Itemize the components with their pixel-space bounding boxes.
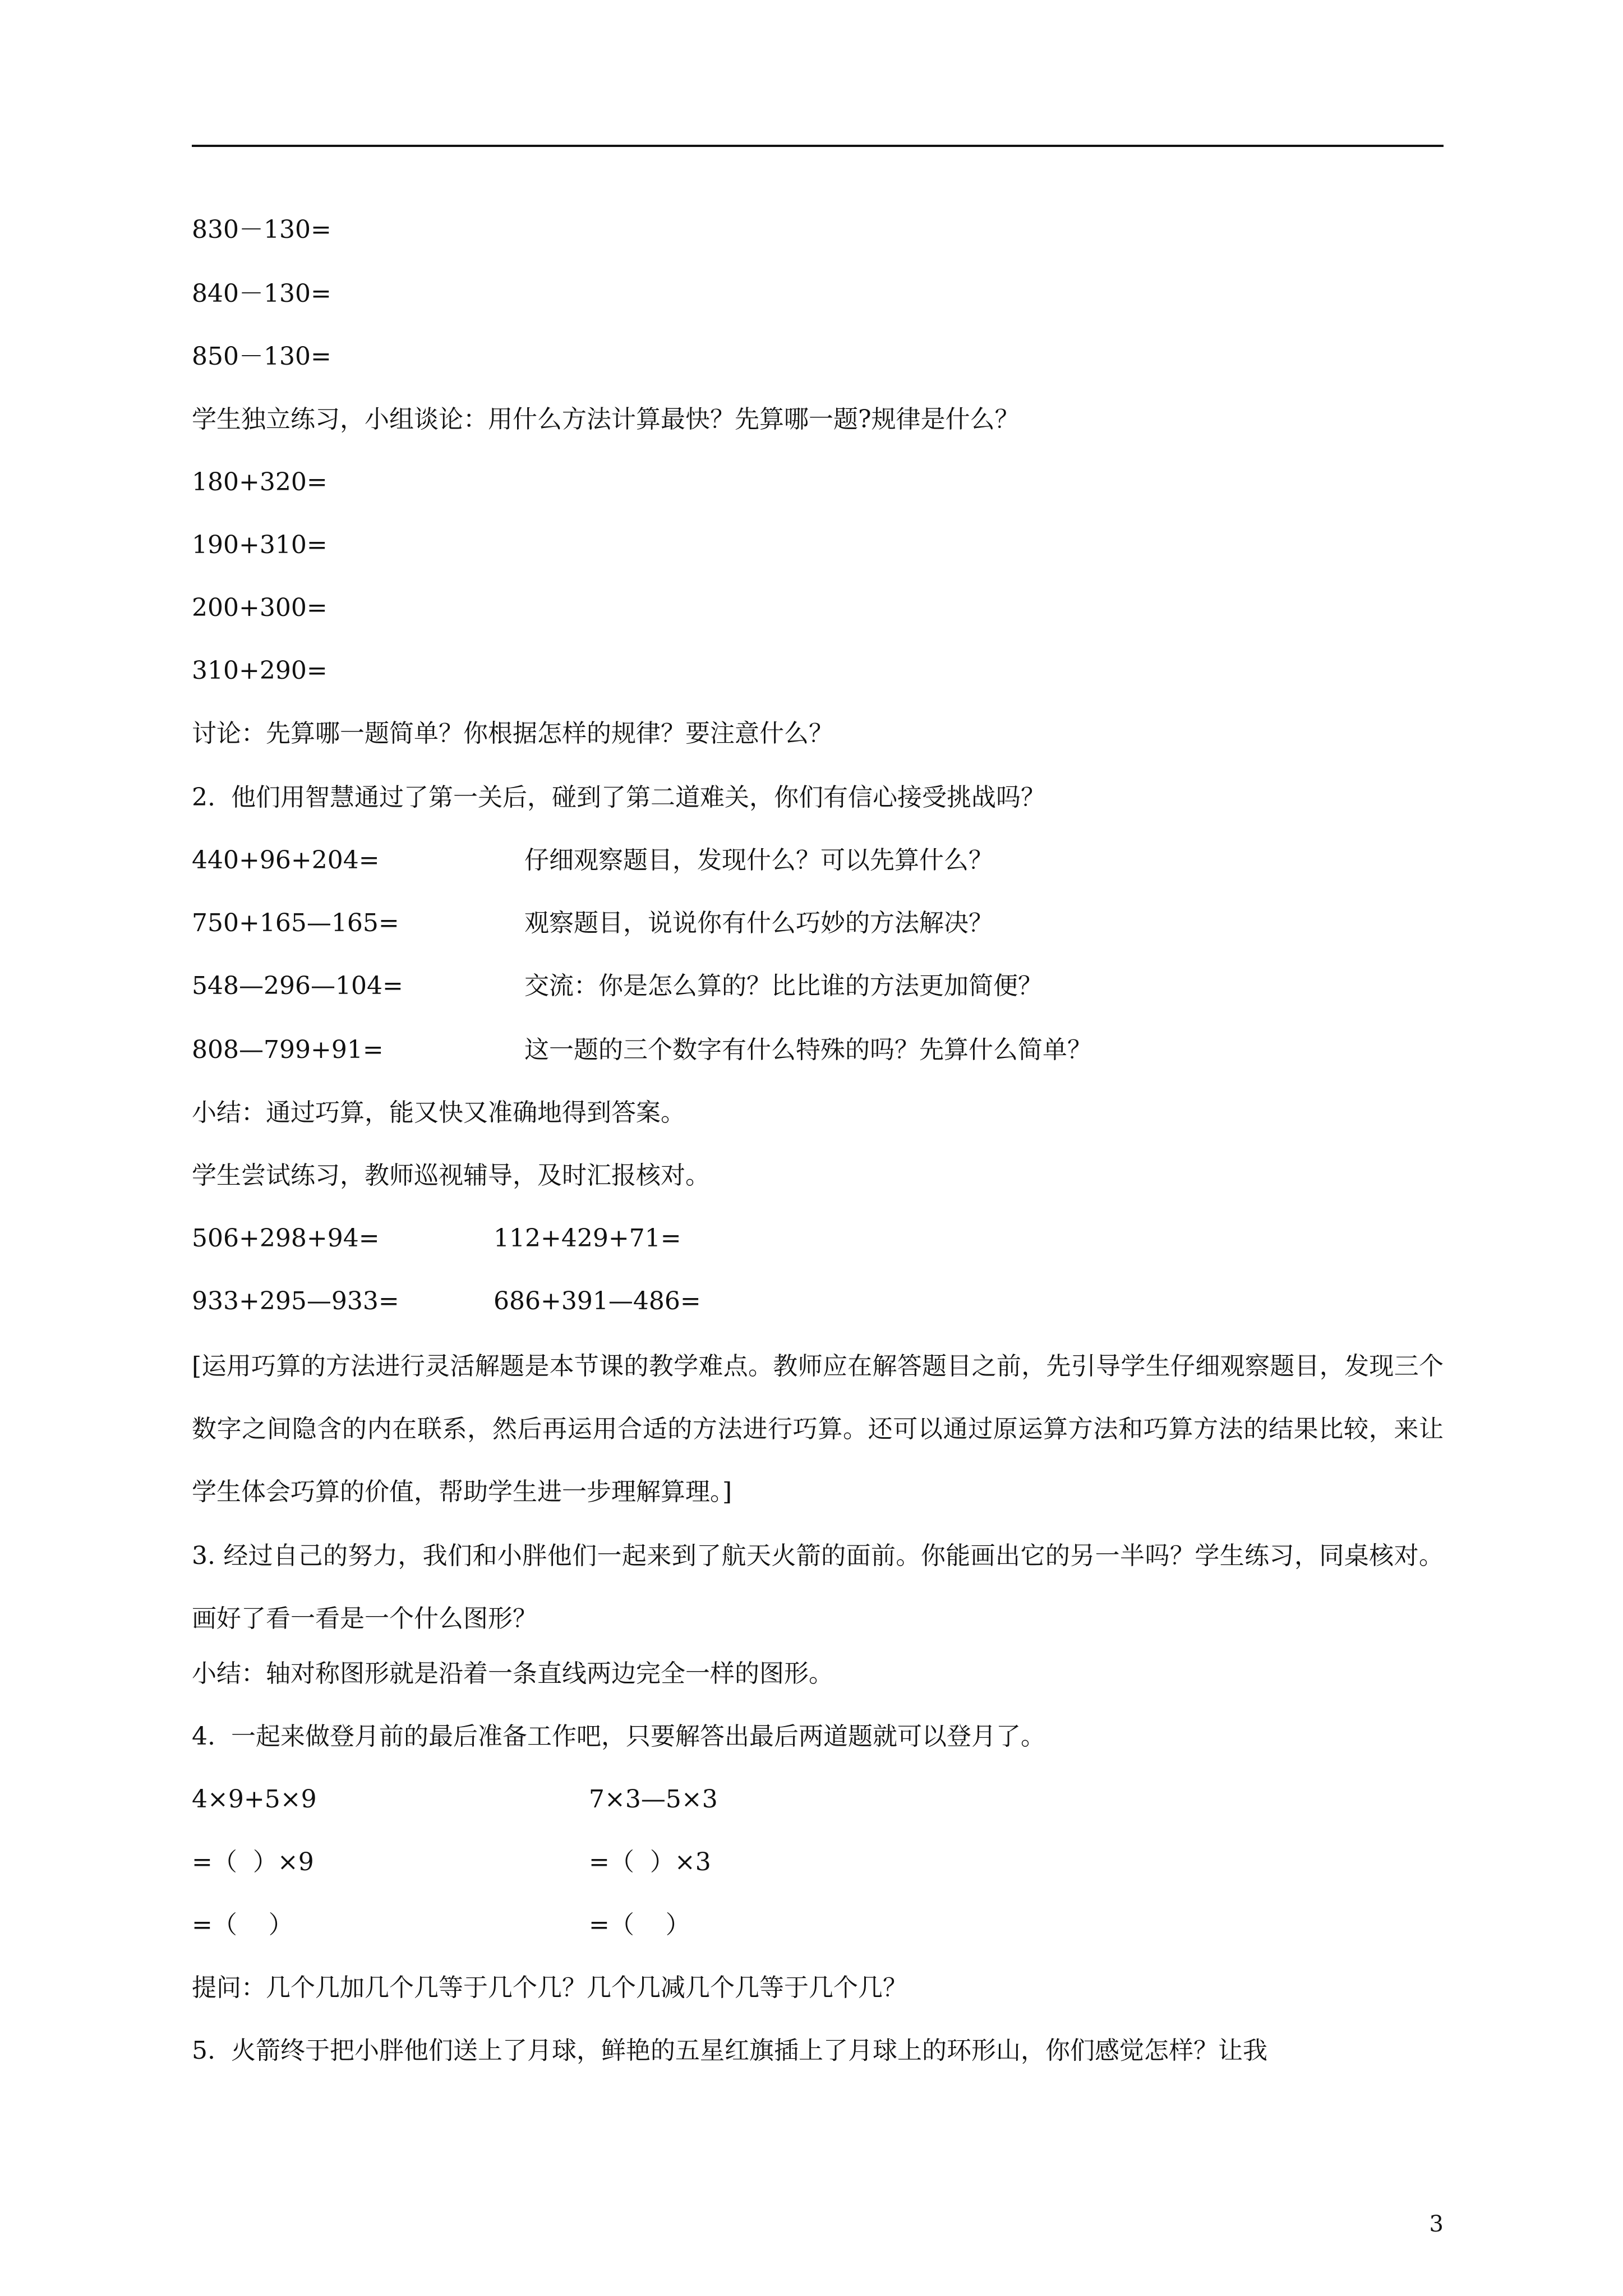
header-rule [192, 145, 1444, 147]
item-4-line: 4. 一起来做登月前的最后准备工作吧，只要解答出最后两道题就可以登月了。 [192, 1722, 1045, 1751]
challenge-expression: 808—799+91= [192, 1036, 384, 1064]
practice-expression: 506+298+94= [192, 1224, 380, 1253]
challenge-expression: 440+96+204= [192, 846, 380, 875]
discussion-line: 讨论：先算哪一题简单？你根据怎样的规律？要注意什么？ [192, 719, 833, 748]
page-number: 3 [1429, 2211, 1444, 2237]
calc-step: =（ ）×3 [589, 1848, 711, 1876]
item-5-line: 5. 火箭终于把小胖他们送上了月球，鲜艳的五星红旗插上了月球上的环形山，你们感觉怎样？让我 [192, 2036, 1267, 2065]
practice-expression: 686+391—486= [494, 1287, 701, 1315]
item-2-line: 2. 他们用智慧通过了第一关后，碰到了第二道难关，你们有信心接受挑战吗？ [192, 783, 1045, 812]
equation-line: 310+290= [192, 656, 328, 685]
calc-step: 7×3—5×3 [589, 1785, 718, 1814]
calc-step: =（ ）×9 [192, 1848, 314, 1876]
challenge-prompt: 交流：你是怎么算的？比比谁的方法更加简便？ [524, 972, 1043, 1000]
practice-expression: 112+429+71= [494, 1224, 681, 1253]
equation-line: 830－130= [192, 215, 331, 244]
question-line: 提问：几个几加几个几等于几个几？几个几减几个几等于几个几？ [192, 1973, 907, 2002]
summary-line: 小结：轴对称图形就是沿着一条直线两边完全一样的图形。 [192, 1659, 833, 1688]
instruction-line: 学生独立练习，小组谈论：用什么方法计算最快？先算哪一题?规律是什么？ [192, 405, 1020, 434]
challenge-prompt: 仔细观察题目，发现什么？可以先算什么？ [524, 846, 993, 875]
teaching-note: [运用巧算的方法进行灵活解题是本节课的教学难点。教师应在解答题目之前，先引导学生仔细观察题目，发现三个数字之间隐含的内在联系，然后再运用合适的方法进行巧算。还可以通过原运算方法和巧算方法的结果比较，来让学生体会巧算的价值，帮助学生进一步理解算理。] [192, 1352, 1444, 1506]
practice-expression: 933+295—933= [192, 1287, 399, 1315]
practice-intro: 学生尝试练习，教师巡视辅导，及时汇报核对。 [192, 1161, 710, 1190]
summary-line: 小结：通过巧算，能又快又准确地得到答案。 [192, 1098, 685, 1127]
calc-step: =（ ） [589, 1911, 690, 1939]
equation-line: 200+300= [192, 593, 328, 622]
calc-step: 4×9+5×9 [192, 1785, 317, 1814]
equation-line: 180+320= [192, 468, 328, 496]
challenge-expression: 548—296—104= [192, 972, 403, 1000]
calc-step: =（ ） [192, 1911, 293, 1939]
item-3-paragraph: 3. 经过自己的努力，我们和小胖他们一起来到了航天火箭的面前。你能画出它的另一半吗？学生练习，同桌核对。画好了看一看是一个什么图形？ [192, 1542, 1444, 1633]
equation-line: 850－130= [192, 342, 331, 371]
challenge-expression: 750+165—165= [192, 909, 399, 937]
equation-line: 190+310= [192, 531, 328, 559]
challenge-prompt: 这一题的三个数字有什么特殊的吗？先算什么简单？ [524, 1036, 1092, 1064]
challenge-prompt: 观察题目，说说你有什么巧妙的方法解决？ [524, 909, 993, 937]
equation-line: 840－130= [192, 279, 331, 308]
